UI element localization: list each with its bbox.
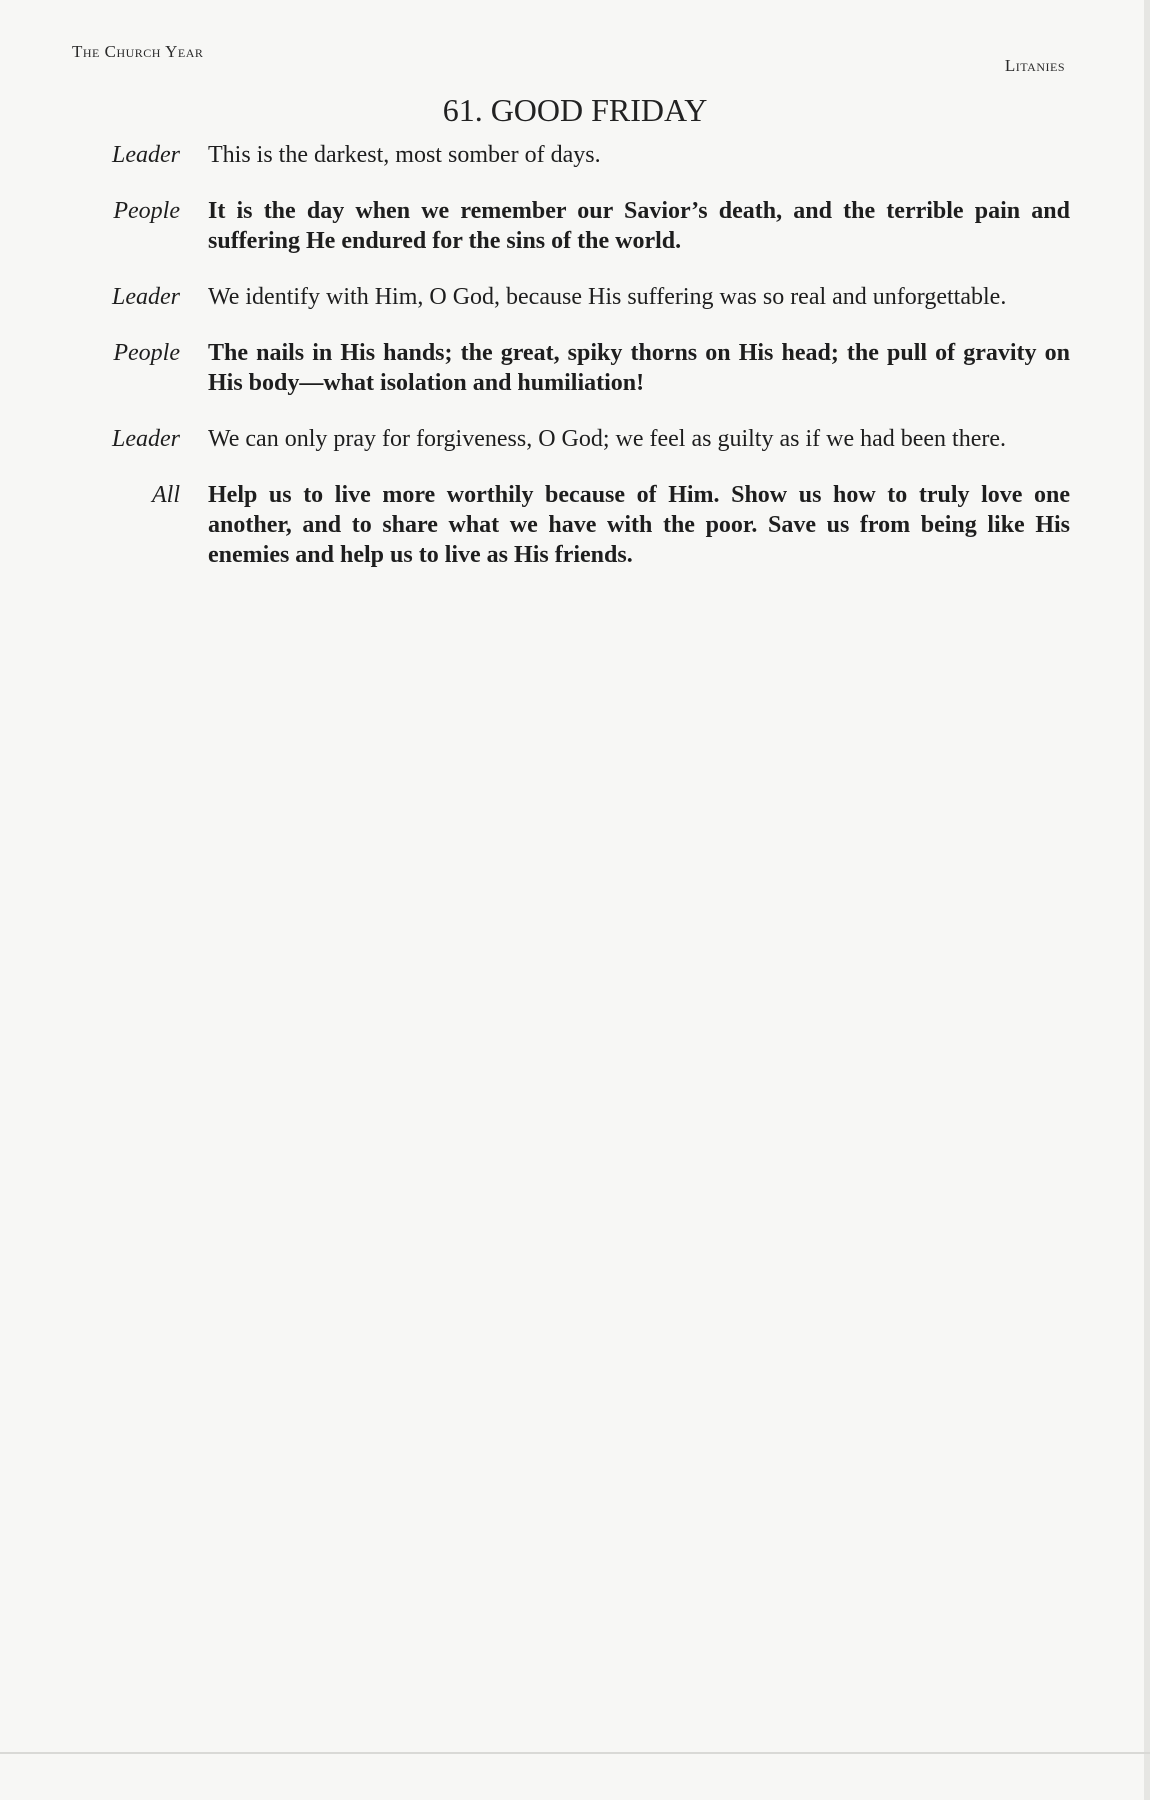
speaker-label: Leader	[112, 426, 180, 452]
litany-line	[80, 480, 1070, 570]
running-head-left: The Church Year	[72, 42, 204, 61]
litany-response: It is the day when we remember our Savior’s death, and the terrible pain and suffering He endured for the sins of the world.	[208, 198, 1070, 254]
speaker-label: People	[113, 340, 180, 366]
litany-text: We identify with Him, O God, because His suffering was so real and unforgettable.	[208, 284, 1007, 310]
litany-text: This is the darkest, most somber of days.	[208, 142, 601, 168]
speaker-label: People	[113, 198, 180, 224]
litany-body	[80, 140, 1070, 596]
litany-text: We can only pray for forgiveness, O God; we feel as guilty as if we had been there.	[208, 426, 1007, 452]
speaker-label: Leader	[112, 284, 180, 310]
litany-title: 61. GOOD FRIDAY	[442, 92, 708, 128]
litany-line	[80, 196, 1070, 256]
page-bottom-rule	[0, 1752, 1150, 1754]
running-head-right: Litanies	[1004, 56, 1065, 75]
litany-response: The nails in His hands; the great, spiky thorns on His head; the pull of gravity on His body—what isolation and humiliation!	[208, 340, 1070, 396]
litany-line	[80, 140, 1070, 170]
litany-line	[80, 338, 1070, 398]
litany-line	[80, 282, 1070, 312]
page-edge	[1144, 0, 1150, 1800]
speaker-label: All	[152, 482, 180, 508]
litany-line	[80, 424, 1070, 454]
speaker-label: Leader	[112, 142, 180, 168]
litany-response: Help us to live more worthily because of Him. Show us how to truly love one another, and to share what we have with the poor. Save us from being like His enemies and help us to live as His friends.	[208, 482, 1070, 568]
